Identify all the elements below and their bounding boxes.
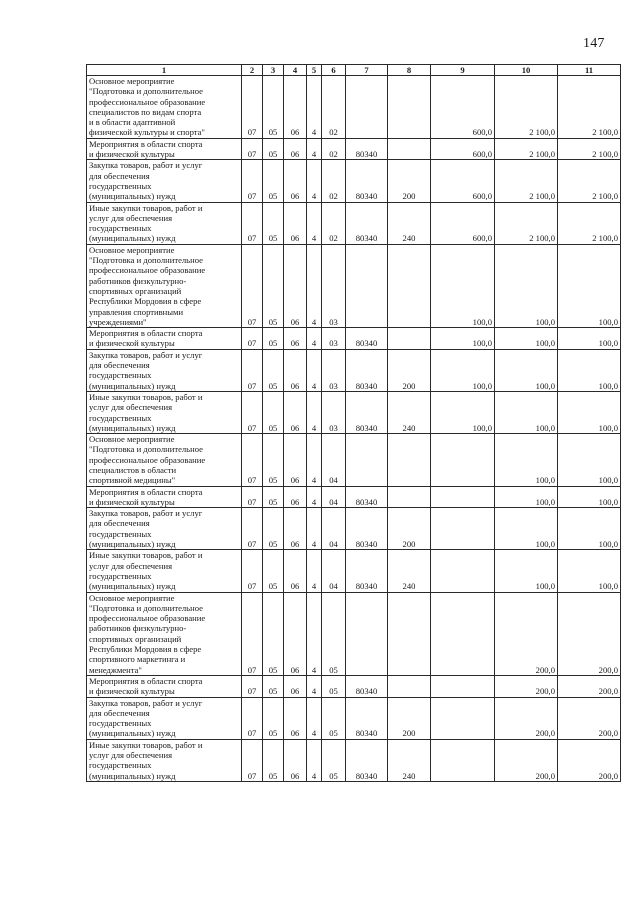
table-body — [87, 76, 621, 782]
table-header-row — [87, 65, 621, 76]
table-row — [87, 697, 621, 739]
expense-type-cell: 200 — [388, 508, 431, 550]
program-code-cell: 06 — [284, 244, 307, 327]
amount-col11-cell: 200,0 — [558, 675, 621, 697]
expense-direction-cell: 80340 — [346, 391, 388, 433]
expense-type-cell — [388, 76, 431, 139]
expense-type-cell — [388, 486, 431, 508]
table-row — [87, 391, 621, 433]
expense-type-cell: 240 — [388, 391, 431, 433]
expense-direction-cell — [346, 434, 388, 486]
section-code-cell: 07 — [242, 244, 263, 327]
amount-col10-cell: 2 100,0 — [495, 76, 558, 139]
amount-col9-cell — [431, 675, 495, 697]
amount-col11-cell: 100,0 — [558, 434, 621, 486]
program-code-cell: 06 — [284, 697, 307, 739]
subsection-code-cell: 05 — [263, 160, 284, 202]
activity-code-cell: 02 — [322, 202, 346, 244]
amount-col10-cell: 200,0 — [495, 675, 558, 697]
page-number: 147 — [583, 36, 605, 51]
subsection-code-cell: 05 — [263, 434, 284, 486]
section-code-cell: 07 — [242, 486, 263, 508]
item-name-cell: Закупка товаров, работ и услуг для обеспечения государственных (муниципальных) нужд — [87, 160, 242, 202]
table-row — [87, 739, 621, 781]
program-code-cell: 06 — [284, 486, 307, 508]
amount-col9-cell: 600,0 — [431, 138, 495, 160]
subsection-code-cell: 05 — [263, 508, 284, 550]
amount-col10-cell: 100,0 — [495, 328, 558, 350]
program-code-cell: 06 — [284, 592, 307, 675]
item-name-cell: Иные закупки товаров, работ и услуг для обеспечения государственных (муниципальных) нужд — [87, 739, 242, 781]
subprogram-code-cell: 4 — [307, 550, 322, 592]
amount-col11-cell: 100,0 — [558, 550, 621, 592]
activity-code-cell: 02 — [322, 138, 346, 160]
item-name-cell: Мероприятия в области спорта и физической культуры — [87, 138, 242, 160]
subprogram-code-cell: 4 — [307, 160, 322, 202]
amount-col9-cell — [431, 739, 495, 781]
amount-col10-cell: 100,0 — [495, 486, 558, 508]
table-row — [87, 202, 621, 244]
subsection-code-cell: 05 — [263, 550, 284, 592]
section-code-cell: 07 — [242, 508, 263, 550]
section-code-cell: 07 — [242, 76, 263, 139]
item-name-cell: Закупка товаров, работ и услуг для обеспечения государственных (муниципальных) нужд — [87, 508, 242, 550]
item-name-cell: Мероприятия в области спорта и физической культуры — [87, 486, 242, 508]
expense-type-cell — [388, 328, 431, 350]
subsection-code-cell: 05 — [263, 675, 284, 697]
program-code-cell: 06 — [284, 508, 307, 550]
expense-type-cell — [388, 244, 431, 327]
expense-direction-cell: 80340 — [346, 739, 388, 781]
subsection-code-cell: 05 — [263, 328, 284, 350]
section-code-cell: 07 — [242, 202, 263, 244]
amount-col11-cell: 2 100,0 — [558, 138, 621, 160]
subprogram-code-cell: 4 — [307, 328, 322, 350]
expense-direction-cell: 80340 — [346, 138, 388, 160]
amount-col10-cell: 100,0 — [495, 508, 558, 550]
amount-col9-cell: 100,0 — [431, 349, 495, 391]
item-name-cell: Иные закупки товаров, работ и услуг для обеспечения государственных (муниципальных) нужд — [87, 550, 242, 592]
header-cell: 8 — [388, 65, 431, 76]
subprogram-code-cell: 4 — [307, 138, 322, 160]
expense-type-cell — [388, 434, 431, 486]
amount-col10-cell: 100,0 — [495, 550, 558, 592]
amount-col9-cell — [431, 486, 495, 508]
program-code-cell: 06 — [284, 138, 307, 160]
expense-direction-cell: 80340 — [346, 160, 388, 202]
table-row — [87, 550, 621, 592]
subprogram-code-cell: 4 — [307, 202, 322, 244]
amount-col9-cell: 100,0 — [431, 244, 495, 327]
expense-direction-cell: 80340 — [346, 675, 388, 697]
activity-code-cell: 03 — [322, 244, 346, 327]
table-row — [87, 434, 621, 486]
program-code-cell: 06 — [284, 675, 307, 697]
table-row — [87, 76, 621, 139]
amount-col10-cell: 100,0 — [495, 349, 558, 391]
activity-code-cell: 05 — [322, 675, 346, 697]
amount-col10-cell: 100,0 — [495, 391, 558, 433]
activity-code-cell: 04 — [322, 508, 346, 550]
expense-direction-cell — [346, 244, 388, 327]
table-row — [87, 138, 621, 160]
expense-direction-cell: 80340 — [346, 202, 388, 244]
header-cell: 9 — [431, 65, 495, 76]
item-name-cell: Мероприятия в области спорта и физической культуры — [87, 328, 242, 350]
item-name-cell: Закупка товаров, работ и услуг для обеспечения государственных (муниципальных) нужд — [87, 349, 242, 391]
subsection-code-cell: 05 — [263, 592, 284, 675]
amount-col9-cell — [431, 550, 495, 592]
header-cell: 6 — [322, 65, 346, 76]
subsection-code-cell: 05 — [263, 739, 284, 781]
expense-type-cell: 240 — [388, 550, 431, 592]
activity-code-cell: 02 — [322, 76, 346, 139]
activity-code-cell: 05 — [322, 739, 346, 781]
section-code-cell: 07 — [242, 138, 263, 160]
item-name-cell: Иные закупки товаров, работ и услуг для обеспечения государственных (муниципальных) нужд — [87, 391, 242, 433]
table-row — [87, 328, 621, 350]
amount-col11-cell: 200,0 — [558, 697, 621, 739]
item-name-cell: Иные закупки товаров, работ и услуг для обеспечения государственных (муниципальных) нужд — [87, 202, 242, 244]
program-code-cell: 06 — [284, 434, 307, 486]
activity-code-cell: 04 — [322, 550, 346, 592]
amount-col9-cell: 100,0 — [431, 328, 495, 350]
table-row — [87, 486, 621, 508]
subprogram-code-cell: 4 — [307, 244, 322, 327]
program-code-cell: 06 — [284, 76, 307, 139]
amount-col10-cell: 2 100,0 — [495, 160, 558, 202]
amount-col9-cell: 600,0 — [431, 202, 495, 244]
amount-col9-cell — [431, 592, 495, 675]
subsection-code-cell: 05 — [263, 244, 284, 327]
expense-direction-cell: 80340 — [346, 508, 388, 550]
amount-col9-cell: 600,0 — [431, 160, 495, 202]
budget-table — [86, 64, 621, 782]
expense-type-cell — [388, 592, 431, 675]
table-row — [87, 508, 621, 550]
header-cell: 5 — [307, 65, 322, 76]
table-row — [87, 592, 621, 675]
section-code-cell: 07 — [242, 434, 263, 486]
activity-code-cell: 03 — [322, 391, 346, 433]
section-code-cell: 07 — [242, 739, 263, 781]
amount-col10-cell: 200,0 — [495, 739, 558, 781]
subsection-code-cell: 05 — [263, 486, 284, 508]
amount-col11-cell: 100,0 — [558, 328, 621, 350]
program-code-cell: 06 — [284, 550, 307, 592]
subsection-code-cell: 05 — [263, 76, 284, 139]
subprogram-code-cell: 4 — [307, 486, 322, 508]
header-cell: 3 — [263, 65, 284, 76]
activity-code-cell: 04 — [322, 434, 346, 486]
program-code-cell: 06 — [284, 391, 307, 433]
section-code-cell: 07 — [242, 675, 263, 697]
subsection-code-cell: 05 — [263, 202, 284, 244]
subprogram-code-cell: 4 — [307, 76, 322, 139]
expense-type-cell: 200 — [388, 349, 431, 391]
section-code-cell: 07 — [242, 328, 263, 350]
amount-col11-cell: 100,0 — [558, 508, 621, 550]
subsection-code-cell: 05 — [263, 391, 284, 433]
amount-col10-cell: 200,0 — [495, 697, 558, 739]
expense-direction-cell: 80340 — [346, 550, 388, 592]
header-cell: 7 — [346, 65, 388, 76]
subprogram-code-cell: 4 — [307, 508, 322, 550]
header-cell: 2 — [242, 65, 263, 76]
subprogram-code-cell: 4 — [307, 697, 322, 739]
amount-col10-cell: 2 100,0 — [495, 138, 558, 160]
header-cell: 1 — [87, 65, 242, 76]
amount-col11-cell: 100,0 — [558, 391, 621, 433]
section-code-cell: 07 — [242, 160, 263, 202]
item-name-cell: Основное мероприятие "Подготовка и дополнительное профессиональное образование работников физкультурно- спортивных организаций Республики Мордовия в сфере управления спортивными учреждениями" — [87, 244, 242, 327]
activity-code-cell: 03 — [322, 328, 346, 350]
expense-type-cell: 200 — [388, 697, 431, 739]
subprogram-code-cell: 4 — [307, 592, 322, 675]
amount-col11-cell: 100,0 — [558, 486, 621, 508]
program-code-cell: 06 — [284, 202, 307, 244]
activity-code-cell: 03 — [322, 349, 346, 391]
section-code-cell: 07 — [242, 697, 263, 739]
activity-code-cell: 05 — [322, 697, 346, 739]
program-code-cell: 06 — [284, 160, 307, 202]
subprogram-code-cell: 4 — [307, 349, 322, 391]
expense-direction-cell: 80340 — [346, 697, 388, 739]
expense-direction-cell: 80340 — [346, 486, 388, 508]
amount-col9-cell: 100,0 — [431, 391, 495, 433]
subsection-code-cell: 05 — [263, 138, 284, 160]
table-row — [87, 675, 621, 697]
table-row — [87, 160, 621, 202]
subsection-code-cell: 05 — [263, 349, 284, 391]
program-code-cell: 06 — [284, 349, 307, 391]
expense-direction-cell: 80340 — [346, 349, 388, 391]
amount-col11-cell: 100,0 — [558, 244, 621, 327]
expense-type-cell: 200 — [388, 160, 431, 202]
amount-col9-cell: 600,0 — [431, 76, 495, 139]
expense-type-cell: 240 — [388, 202, 431, 244]
amount-col10-cell: 200,0 — [495, 592, 558, 675]
activity-code-cell: 05 — [322, 592, 346, 675]
amount-col11-cell: 2 100,0 — [558, 160, 621, 202]
header-cell: 10 — [495, 65, 558, 76]
subprogram-code-cell: 4 — [307, 675, 322, 697]
amount-col10-cell: 2 100,0 — [495, 202, 558, 244]
table-row — [87, 349, 621, 391]
item-name-cell: Основное мероприятие "Подготовка и дополнительное профессиональное образование специалистов по видам спорта и в области адаптивной физической культуры и спорта" — [87, 76, 242, 139]
amount-col9-cell — [431, 697, 495, 739]
expense-direction-cell: 80340 — [346, 328, 388, 350]
expense-direction-cell — [346, 592, 388, 675]
amount-col10-cell: 100,0 — [495, 434, 558, 486]
amount-col11-cell: 2 100,0 — [558, 202, 621, 244]
item-name-cell: Мероприятия в области спорта и физической культуры — [87, 675, 242, 697]
amount-col11-cell: 200,0 — [558, 739, 621, 781]
subprogram-code-cell: 4 — [307, 739, 322, 781]
activity-code-cell: 04 — [322, 486, 346, 508]
amount-col10-cell: 100,0 — [495, 244, 558, 327]
header-cell: 11 — [558, 65, 621, 76]
amount-col9-cell — [431, 434, 495, 486]
expense-direction-cell — [346, 76, 388, 139]
subsection-code-cell: 05 — [263, 697, 284, 739]
item-name-cell: Основное мероприятие "Подготовка и дополнительное профессиональное образование специалистов в области спортивной медицины" — [87, 434, 242, 486]
item-name-cell: Основное мероприятие "Подготовка и дополнительное профессиональное образование работников физкультурно- спортивных организаций Республики Мордовия в сфере спортивного маркетинга и менеджмента" — [87, 592, 242, 675]
table-row — [87, 244, 621, 327]
header-cell: 4 — [284, 65, 307, 76]
section-code-cell: 07 — [242, 550, 263, 592]
program-code-cell: 06 — [284, 328, 307, 350]
section-code-cell: 07 — [242, 391, 263, 433]
amount-col11-cell: 2 100,0 — [558, 76, 621, 139]
expense-type-cell: 240 — [388, 739, 431, 781]
expense-type-cell — [388, 675, 431, 697]
item-name-cell: Закупка товаров, работ и услуг для обеспечения государственных (муниципальных) нужд — [87, 697, 242, 739]
section-code-cell: 07 — [242, 349, 263, 391]
amount-col11-cell: 100,0 — [558, 349, 621, 391]
subprogram-code-cell: 4 — [307, 391, 322, 433]
amount-col11-cell: 200,0 — [558, 592, 621, 675]
subprogram-code-cell: 4 — [307, 434, 322, 486]
activity-code-cell: 02 — [322, 160, 346, 202]
program-code-cell: 06 — [284, 739, 307, 781]
expense-type-cell — [388, 138, 431, 160]
amount-col9-cell — [431, 508, 495, 550]
section-code-cell: 07 — [242, 592, 263, 675]
